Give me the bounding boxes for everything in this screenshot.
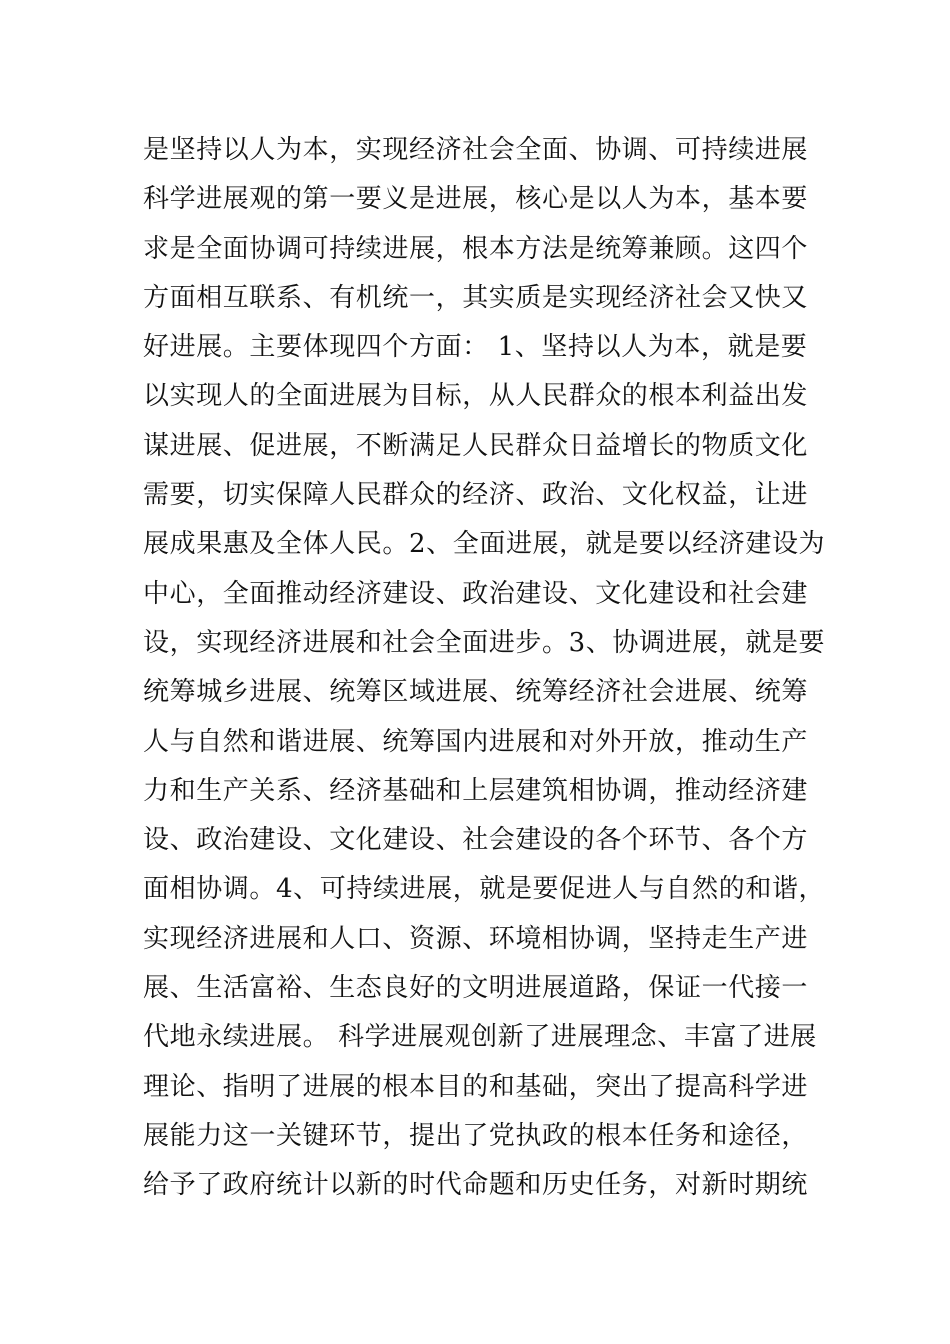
text-line: 面相协调。4、可持续进展，就是要促进人与自然的和谐， <box>143 874 826 905</box>
text-line: 代地永续进展。 科学进展观创新了进展理念、丰富了进展 <box>143 1022 817 1053</box>
text-line: 给予了政府统计以新的时代命题和历史任务，对新时期统 <box>143 1170 809 1201</box>
text-line: 实现经济进展和人口、资源、环境相协调，坚持走生产进 <box>143 923 809 954</box>
text-line: 力和生产关系、经济基础和上层建筑相协调，推动经济建 <box>143 775 809 806</box>
text-line: 展能力这一关键环节，提出了党执政的根本任务和途径， <box>143 1120 809 1151</box>
text-line: 中心，全面推动经济建设、政治建设、文化建设和社会建 <box>143 578 809 609</box>
text-line: 需要，切实保障人民群众的经济、政治、文化权益，让进 <box>143 480 809 511</box>
text-line: 设、政治建设、文化建设、社会建设的各个环节、各个方 <box>143 825 809 856</box>
text-line: 展成果惠及全体人民。2、全面进展，就是要以经济建设为 <box>143 529 826 560</box>
text-line: 是坚持以人为本，实现经济社会全面、协调、可持续进展 <box>143 135 809 165</box>
text-line: 设，实现经济进展和社会全面进步。3、协调进展，就是要 <box>143 627 826 658</box>
text-line: 展、生活富裕、生态良好的文明进展道路，保证一代接一 <box>143 973 809 1004</box>
text-line: 统筹城乡进展、统筹区域进展、统筹经济社会进展、统筹 <box>143 677 809 708</box>
text-line: 以实现人的全面进展为目标，从人民群众的根本利益出发 <box>143 381 809 412</box>
text-line: 谋进展、促进展，不断满足人民群众日益增长的物质文化 <box>143 430 809 461</box>
text-line: 理论、指明了进展的根本目的和基础，突出了提高科学进 <box>143 1071 809 1102</box>
text-line: 人与自然和谐进展、统筹国内进展和对外开放，推动生产 <box>143 726 809 757</box>
text-line: 方面相互联系、有机统一，其实质是实现经济社会又快又 <box>143 282 809 313</box>
text-line: 求是全面协调可持续进展，根本方法是统筹兼顾。这四个 <box>143 233 809 264</box>
body-text <box>143 126 826 1211</box>
text-line: 科学进展观的第一要义是进展，核心是以人为本，基本要 <box>143 184 809 215</box>
text-line: 好进展。主要体现四个方面： 1、坚持以人为本，就是要 <box>143 332 808 363</box>
